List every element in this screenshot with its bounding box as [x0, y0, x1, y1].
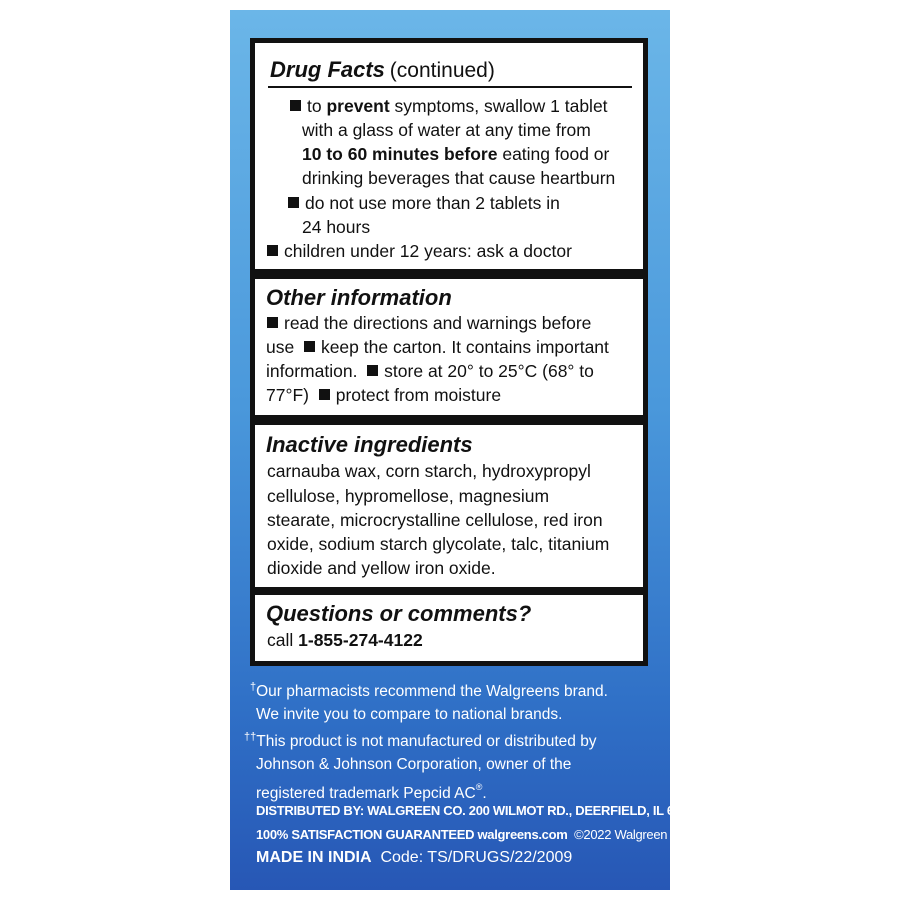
other-info-line-3: information. store at 20° to 25°C (68° to	[266, 361, 594, 381]
other-info-line-2: use keep the carton. It contains important	[266, 337, 609, 357]
bullet-icon	[267, 317, 278, 328]
bullet-icon	[288, 197, 299, 208]
inactive-line-1: carnauba wax, corn starch, hydroxypropyl	[267, 461, 591, 481]
drug-facts-title: Drug Facts	[270, 57, 385, 82]
inactive-line-2: cellulose, hypromellose, magnesium	[267, 486, 550, 506]
footnote-2-line-1: ††This product is not manufactured or distributed by	[244, 731, 597, 750]
direction-line-7: children under 12 years: ask a doctor	[267, 239, 572, 263]
questions-call-line: call 1-855-274-4122	[267, 630, 423, 650]
direction-line-3: 10 to 60 minutes before eating food or	[302, 144, 610, 164]
inactive-ingredients-heading: Inactive ingredients	[266, 432, 473, 457]
footnote-2-line-2: Johnson & Johnson Corporation, owner of the	[256, 755, 572, 773]
bullet-icon	[267, 245, 278, 256]
questions-heading: Questions or comments?	[266, 601, 532, 626]
bullet-icon	[304, 341, 315, 352]
bullet-icon	[290, 100, 301, 111]
footnotes	[244, 676, 608, 806]
inactive-line-4: oxide, sodium starch glycolate, talc, titanium	[267, 534, 610, 554]
footnote-2-line-3: registered trademark Pepcid AC®.	[256, 782, 487, 802]
direction-line-4: drinking beverages that cause heartburn	[302, 168, 616, 188]
inactive-line-3: stearate, microcrystalline cellulose, red iron	[267, 510, 603, 530]
inactive-line-5: dioxide and yellow iron oxide.	[267, 558, 496, 578]
direction-line-2: with a glass of water at any time from	[302, 120, 591, 140]
other-information-heading: Other information	[266, 285, 452, 310]
drug-facts-heading	[270, 56, 495, 84]
guarantee-line: 100% SATISFACTION GUARANTEED walgreens.com ©2022 Walgreen Co.	[256, 827, 690, 842]
direction-line-5: do not use more than 2 tablets in	[288, 191, 560, 215]
bullet-icon	[367, 365, 378, 376]
bullet-icon	[319, 389, 330, 400]
direction-line-6: 24 hours	[302, 217, 371, 237]
other-info-line-1: read the directions and warnings before	[267, 311, 591, 335]
distributed-by: DISTRIBUTED BY: WALGREEN CO. 200 WILMOT RD., DEERFIELD, IL 60015	[256, 803, 702, 818]
heading-rule	[268, 86, 632, 88]
drug-facts-continued: (continued)	[389, 59, 495, 82]
other-info-line-4: 77°F) protect from moisture	[266, 385, 502, 405]
origin-line: MADE IN INDIA Code: TS/DRUGS/22/2009	[256, 849, 573, 866]
direction-line-1: to prevent symptoms, swallow 1 tablet	[290, 94, 608, 118]
phone-number: 1-855-274-4122	[298, 630, 423, 650]
footnote-1-line-2: We invite you to compare to national brands.	[256, 705, 563, 723]
footnote-1-line-1: †Our pharmacists recommend the Walgreens brand.	[250, 681, 608, 700]
